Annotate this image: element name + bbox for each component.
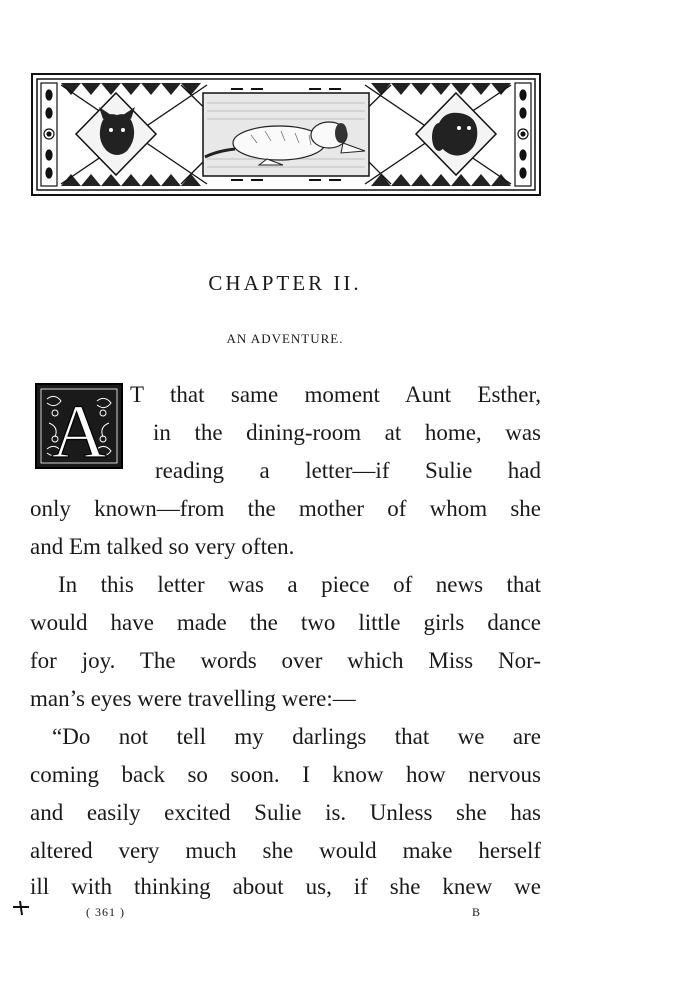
text-line: would have made the two little girls dance: [30, 610, 541, 635]
page-number: ( 361 ): [86, 905, 125, 919]
text-line: man’s eyes were travelling were:—: [30, 686, 356, 711]
text-line: coming back so soon. I know how nervous: [30, 762, 541, 787]
chapter-title: CHAPTER II.: [208, 271, 362, 295]
text-line: only known—from the mother of whom she: [30, 496, 541, 521]
text-line: ill with thinking about us, if she knew we: [30, 874, 541, 899]
text-line: in the dining-room at home, was: [153, 420, 541, 445]
text-line: for joy. The words over which Miss Nor-: [30, 648, 541, 673]
text-line: and easily excited Sulie is. Unless she has: [30, 800, 541, 825]
text-line: altered very much she would make herself: [30, 838, 541, 863]
signature-mark: B: [472, 905, 481, 919]
text-line: In this letter was a piece of news that: [58, 572, 541, 597]
text-line: “Do not tell my darlings that we are: [52, 724, 541, 749]
plus-mark-icon: [11, 897, 31, 917]
dog-engraving-banner-icon: [31, 73, 541, 196]
text-line: reading a letter—if Sulie had: [155, 458, 541, 483]
chapter-subtitle: AN ADVENTURE.: [226, 331, 344, 346]
ornamental-initial-icon: [35, 383, 123, 469]
drop-cap-letter: A: [51, 390, 107, 469]
text-line: T that same moment Aunt Esther,: [130, 382, 541, 407]
text-line: and Em talked so very often.: [30, 534, 295, 559]
